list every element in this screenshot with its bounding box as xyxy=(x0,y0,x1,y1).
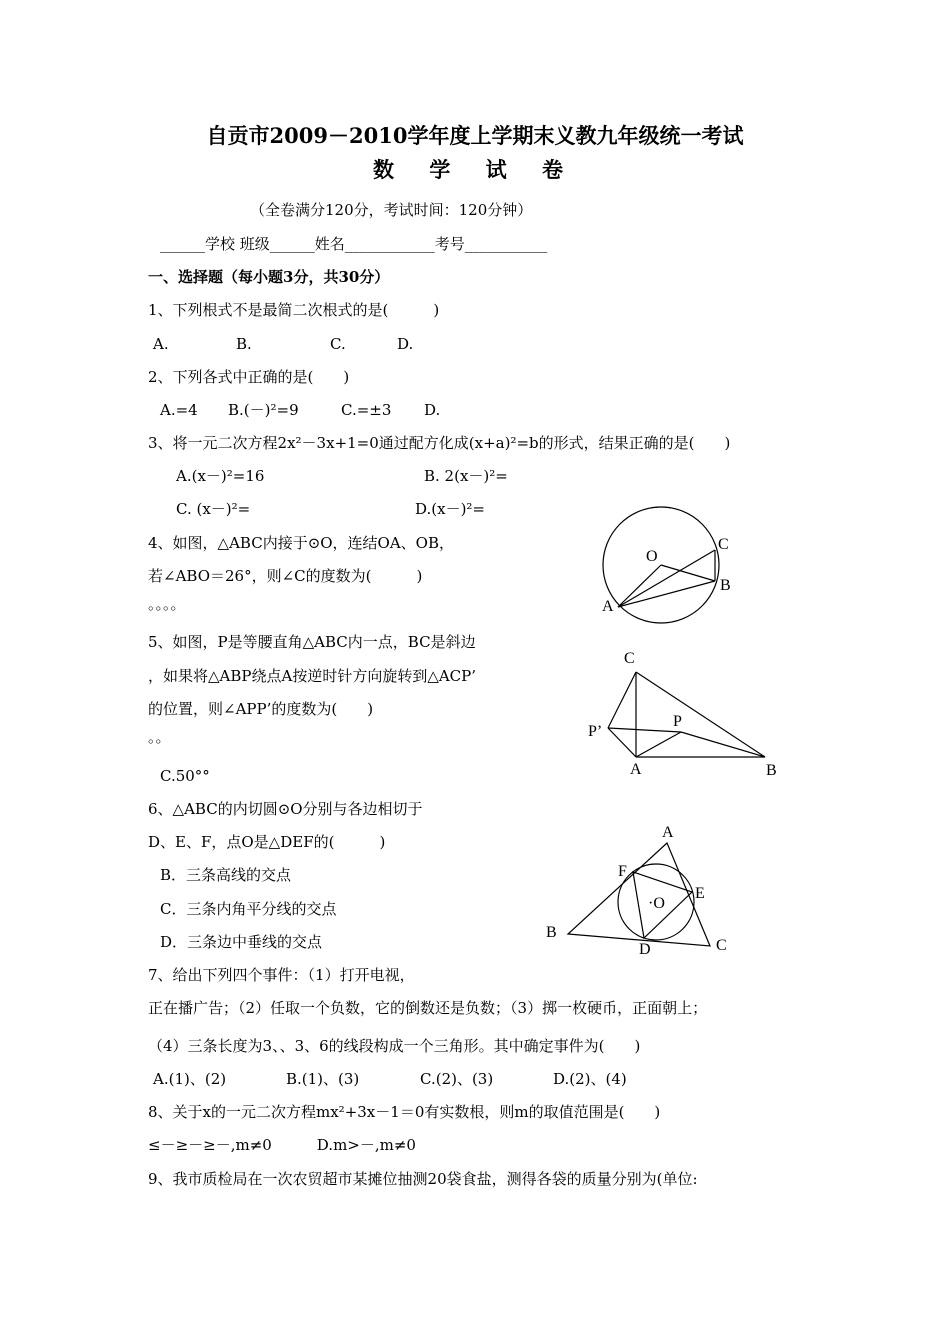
q7-option-d: D.(2)、(4) xyxy=(553,1070,627,1088)
segment-pc xyxy=(608,672,636,728)
segment-ap xyxy=(636,732,681,757)
segment-pp xyxy=(608,728,681,732)
q4-line2: 若∠ABO＝26°，则∠C的度数为( ) xyxy=(148,567,423,585)
q1-option-b: B. xyxy=(236,335,252,353)
label-d: D xyxy=(639,941,651,958)
section-heading: 一、选择题（每小题3分，共30分） xyxy=(148,268,390,286)
segment-cb xyxy=(636,672,765,757)
q7-line3: （4）三条长度为3、、3、6的线段构成一个三角形。其中确定事件为( ) xyxy=(148,1037,641,1055)
segment-pb xyxy=(681,732,765,757)
q1-option-c: C. xyxy=(330,335,346,353)
exam-title: 自贡市2009－2010学年度上学期末义教九年级统一考试 xyxy=(206,123,744,148)
q3-option-d: D.(x－)²= xyxy=(415,500,486,518)
label-c: C xyxy=(624,650,635,667)
student-info-fields: ______学校 班级______姓名____________考号___________ xyxy=(160,235,548,253)
figure-circle-abc xyxy=(590,505,750,625)
label-b: B xyxy=(720,577,731,594)
segment-pa xyxy=(608,728,636,757)
q3-option-a: A.(x－)²=16 xyxy=(176,467,265,485)
q6-option-d: D．三条边中垂线的交点 xyxy=(160,933,323,951)
q9-line1: 9、我市质检局在一次农贸超市某摊位抽测20袋食盐，测得各袋的质量分别为(单位: xyxy=(148,1170,698,1188)
q8-line2: ≤－≥－≥－,m≠0 D.m>－,m≠0 xyxy=(148,1136,416,1154)
figure-incircle xyxy=(540,820,740,960)
label-e: E xyxy=(695,885,705,902)
q5-line1: 5、如图，P是等腰直角△ABC内一点，BC是斜边 xyxy=(148,633,476,651)
q3-stem: 3、将一元二次方程2x²－3x+1=0通过配方化成(x+a)²=b的形式，结果正确的是( ) xyxy=(148,434,731,452)
q2-option-d: D. xyxy=(424,401,441,419)
label-b: B xyxy=(546,924,557,941)
segment-ac xyxy=(618,550,715,607)
q6-option-b: B．三条高线的交点 xyxy=(160,866,292,884)
q8-line1: 8、关于x的一元二次方程mx²+3x－1＝0有实数根，则m的取值范围是( ) xyxy=(148,1103,661,1121)
q1-stem: 1、下列根式不是最简二次根式的是( ) xyxy=(148,301,440,319)
segment-ab xyxy=(618,581,715,607)
q4-line3: 。。。。 xyxy=(148,595,186,613)
q3-option-b: B. 2(x－)²= xyxy=(424,467,508,485)
label-f: F xyxy=(618,863,627,880)
q1-option-d: D. xyxy=(397,335,414,353)
q7-option-c: C.(2)、(3) xyxy=(420,1070,494,1088)
q7-option-a: A.(1)、(2) xyxy=(153,1070,227,1088)
q7-line1: 7、给出下列四个事件：（1）打开电视， xyxy=(148,966,415,984)
q6-line1: 6、△ABC的内切圆⊙O分别与各边相切于 xyxy=(148,800,423,818)
q6-option-c: C．三条内角平分线的交点 xyxy=(160,900,337,918)
q2-option-a: A.=4 xyxy=(160,401,198,419)
label-c: C xyxy=(716,937,727,954)
q7-option-b: B.(1)、(3) xyxy=(286,1070,360,1088)
label-p: P xyxy=(673,713,682,730)
segment-ob xyxy=(661,565,715,581)
label-p-prime: P’ xyxy=(588,723,603,740)
q2-option-c: C.=±3 xyxy=(341,401,392,419)
figure-isosceles-right-triangle xyxy=(580,645,790,780)
q7-line2: 正在播广告；（2）任取一个负数，它的倒数还是负数；（3）掷一枚硬币，正面朝上； xyxy=(148,999,708,1017)
q2-stem: 2、下列各式中正确的是( ) xyxy=(148,368,350,386)
label-a: A xyxy=(630,761,642,778)
q5-line2: ，如果将△ABP绕点A按逆时针方向旋转到△ACP’ xyxy=(148,667,477,685)
exam-subtitle: 数 学 试 卷 xyxy=(373,157,577,182)
label-b: B xyxy=(766,762,777,779)
q6-line2: D、E、F，点O是△DEF的( ) xyxy=(148,833,386,851)
q5-option-c: C.50°° xyxy=(160,767,210,785)
q4-line1: 4、如图，△ABC内接于⊙O，连结OA、OB， xyxy=(148,534,455,552)
label-a: A xyxy=(662,824,674,841)
label-a: A xyxy=(602,598,614,615)
q5-line4: 。。 xyxy=(148,728,171,746)
q1-option-a: A. xyxy=(153,335,169,353)
label-o: ·O xyxy=(648,895,665,912)
label-c: C xyxy=(718,536,729,553)
q3-option-c: C. (x－)²= xyxy=(176,500,251,518)
q5-line3: 的位置，则∠APP’的度数为( ) xyxy=(148,700,374,718)
q2-option-b: B.(－)²=9 xyxy=(228,401,299,419)
exam-note: （全卷满分120分，考试时间：120分钟） xyxy=(250,201,533,219)
label-o: O xyxy=(646,548,658,565)
